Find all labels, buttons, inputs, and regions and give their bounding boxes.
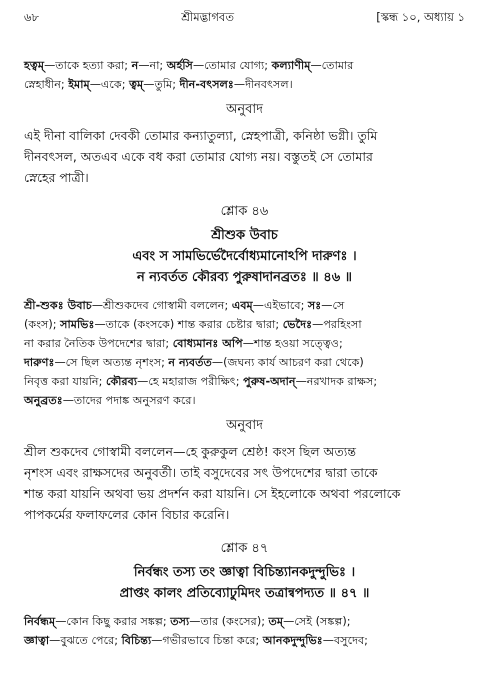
synonym-line (24, 391, 465, 410)
translation-line: শান্ত করা যায়নি অথবা ভয় প্রদর্শন করা যায়নি। সে ইহলোকে অথবা পরলোকে (24, 486, 401, 501)
sanskrit-term: নির্বন্ধম্ (24, 615, 56, 628)
term-meaning: —শ্রীশুকদেব গোস্বামী বললেন; (91, 299, 232, 312)
term-meaning: —নরখাদক রাক্ষস; (295, 375, 378, 388)
page-number: ৬৮ (24, 9, 39, 24)
sanskrit-term: দারুণঃ (24, 356, 55, 369)
term-meaning: —বসুদেব; (322, 634, 368, 647)
sanskrit-term: অর্হসি (166, 59, 193, 72)
verse-line: ন ন্যবর্তত কৌরব্য পুরুষাদানব্রতঃ ॥ ৪৬ ॥ (136, 270, 353, 285)
term-meaning: —এইভাবে; (252, 299, 308, 312)
term-meaning: স্নেহাধীন; (24, 78, 69, 91)
sanskrit-term: ইমাম্ (68, 78, 90, 91)
page-header (24, 8, 465, 28)
synonym-line (24, 296, 465, 315)
synonym-line (24, 334, 465, 353)
verse-46 (24, 225, 465, 288)
term-meaning: —সে (321, 299, 345, 312)
term-meaning: —তোমার যোগ্য; (192, 59, 272, 72)
term-meaning: —একে; (89, 78, 130, 91)
book-title: শ্রীমদ্ভাগবত (181, 9, 234, 24)
sanskrit-term: ভেদৈঃ (282, 318, 313, 331)
term-meaning: —তোমার (310, 59, 354, 72)
sanskrit-term: শ্রী-শুকঃ উবাচ (24, 299, 92, 312)
sanskrit-term: ন ন্যবর্তত (168, 356, 212, 369)
term-meaning: —পরহিংসা (312, 318, 362, 331)
word-meaning-block-3 (24, 612, 465, 650)
term-meaning: —না; (138, 59, 167, 72)
sanskrit-term: সঃ (307, 299, 322, 312)
translation-line: দীনবৎসল, অতএব একে বধ করা তোমার যোগ্য নয়। বস্তুতই সে তোমার (24, 149, 373, 164)
translation-line: স্নেহের পাত্রী। (24, 170, 89, 185)
verse-line: প্রাপ্তং কালং প্রতিব্যোঢুমিদং তত্রান্বপদ্যত ॥ ৪৭ ॥ (119, 586, 370, 601)
translation-block-1 (24, 125, 465, 188)
term-meaning: —বুঝতে পেরে; (49, 634, 122, 647)
synonym-line (24, 353, 465, 372)
word-meaning-block-2 (24, 296, 465, 410)
translation-line: এই দীনা বালিকা দেবকী তোমার কন্যাতুল্যা, স্নেহপাত্রী, কনিষ্ঠা ভগ্নী। তুমি (24, 128, 378, 143)
term-meaning: —তাকে (কংসকে) শান্ত করার চেষ্টার দ্বারা; (94, 318, 283, 331)
term-meaning: —সেই (সঙ্কল্প); (283, 615, 351, 628)
translation-line: শ্রীল শুকদেব গোস্বামী বললেন—হে কুরুকুল শ্রেষ্ঠ! কংস ছিল অত্যন্ত (24, 444, 357, 459)
sanskrit-term: বোধ্যমানঃ অপি (172, 337, 243, 350)
sanskrit-term: আনকদুন্দুভিঃ (262, 634, 323, 647)
page-content (24, 56, 465, 650)
sanskrit-term: হত্বম্ (24, 59, 45, 72)
term-meaning: —তাদের পদাঙ্ক অনুসরণ করে। (62, 394, 196, 407)
verse-number-47: শ্লোক ৪৭ (220, 541, 269, 556)
sanskrit-term: দীন-বৎসলঃ (179, 78, 234, 91)
sanskrit-term: তম্ (268, 615, 284, 628)
translation-line: পাপকর্মের ফলাফলের কোন বিচার করেনি। (24, 507, 230, 522)
term-meaning: —সে ছিল অত্যন্ত নৃশংস; (54, 356, 169, 369)
term-meaning: না করার নৈতিক উপদেশের দ্বারা; (24, 337, 173, 350)
translation-line: নৃশংস এবং রাক্ষসদের অনুবর্তী। তাই বসুদেবের সৎ উপদেশের দ্বারা তাকে (24, 465, 378, 480)
synonym-line (24, 372, 465, 391)
term-meaning: —গভীরভাবে চিন্তা করে; (151, 634, 263, 647)
sanskrit-term: বিচিন্ত্য (121, 634, 152, 647)
term-meaning: —দীনবৎসল। (233, 78, 293, 91)
sanskrit-term: সামভিঃ (60, 318, 95, 331)
verse-line: নির্বন্ধং তস্য তং জ্ঞাত্বা বিচিন্ত্যানকদুন্দুভিঃ । (133, 565, 356, 580)
term-meaning: নিবৃত্ত করা যায়নি; (24, 375, 106, 388)
sanskrit-term: কৌরব্য (105, 375, 138, 388)
term-meaning: —(জঘন্য কার্য আচরণ করা থেকে) (211, 356, 364, 369)
sanskrit-term: পুরুষ-অদান্ (243, 375, 296, 388)
verse-speaker: শ্রীশুক উবাচ (211, 228, 278, 243)
synonym-line (24, 612, 465, 631)
verse-47 (24, 562, 465, 604)
word-meaning-block-1 (24, 56, 465, 94)
verse-line: এবং স সামভির্ভেদৈর্বোধ্যমানোঽপি দারুণঃ । (132, 249, 357, 264)
sanskrit-term: এবম্ (231, 299, 253, 312)
translation-heading: অনুবাদ (226, 418, 263, 433)
sanskrit-term: ন (131, 59, 139, 72)
synonym-line (24, 631, 465, 650)
sanskrit-term: ত্বম্ (129, 78, 144, 91)
term-meaning: —কোন কিছু করার সঙ্কল্প; (55, 615, 171, 628)
sanskrit-term: জ্ঞাত্বা (24, 634, 50, 647)
term-meaning: —তুমি; (143, 78, 180, 91)
sanskrit-term: অনুব্রতঃ (24, 394, 63, 407)
synonym-line (24, 56, 465, 75)
translation-heading: অনুবাদ (226, 102, 263, 117)
sanskrit-term: কল্যাণীম্ (271, 59, 311, 72)
verse-number-46: শ্লোক ৪৬ (220, 204, 269, 219)
synonym-line (24, 315, 465, 334)
term-meaning: —তাকে হত্যা করা; (44, 59, 132, 72)
term-meaning: —শান্ত হওয়া সত্ত্বেও; (242, 337, 343, 350)
sanskrit-term: তস্য (170, 615, 190, 628)
term-meaning: —তার (কংসের); (189, 615, 269, 628)
translation-block-2 (24, 441, 465, 525)
synonym-line (24, 75, 465, 94)
chapter-reference: [স্কন্ধ ১০, অধ্যায় ১ (376, 9, 465, 24)
term-meaning: (কংস); (24, 318, 61, 331)
term-meaning: —হে মহারাজ পরীক্ষিৎ; (137, 375, 244, 388)
